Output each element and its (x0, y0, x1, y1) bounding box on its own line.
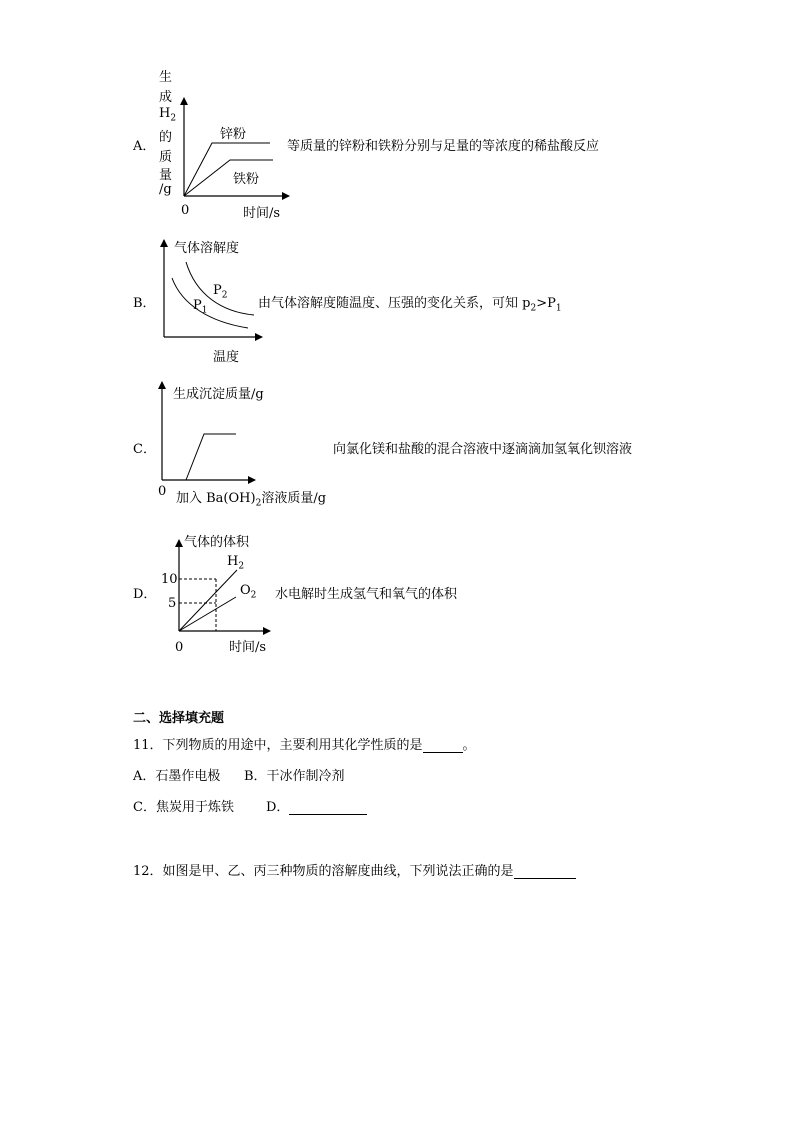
question-11-option-d-blank[interactable] (289, 800, 367, 815)
question-11-option-c: C．焦炭用于炼铁 (133, 800, 234, 815)
section-heading: 二、选择填充题 (133, 711, 225, 726)
chart-b-y-label: 气体溶解度 (174, 241, 240, 256)
chart-a-y-char-5: 质 (159, 150, 173, 165)
option-a-description: 等质量的锌粉和铁粉分别与足量的等浓度的稀盐酸反应 (287, 139, 600, 154)
chart-a-y-char-4: 的 (159, 130, 173, 145)
chart-c-x-label: 加入 $Ba(OH)_2$溶液质量/g (176, 491, 327, 509)
chart-d-h2-label: $H_2$ (227, 554, 245, 572)
chart-d-y-label: 气体的体积 (184, 535, 250, 550)
chart-a-y-char-2: 成 (159, 90, 173, 105)
question-12-blank[interactable] (514, 864, 576, 879)
chart-c-y-label: 生成沉淀质量/g (173, 387, 264, 402)
option-c-label: C． (133, 442, 156, 457)
chart-a-y-char-6: 量 (159, 168, 173, 183)
question-11-stem: 11．下列物质的用途中，主要利用其化学性质的是 。 (133, 738, 476, 753)
chart-a-x-label: 时间/s (243, 206, 281, 221)
chart-d-o2-label: $O_2$ (240, 583, 257, 601)
question-11-option-a: A．石墨作电极 (133, 769, 221, 784)
chart-a-y-char-3: $H_2$ (159, 106, 177, 124)
chart-d-tick-10: 10 (161, 572, 178, 587)
chart-b-p2-label: $P_2$ (213, 283, 228, 301)
question-11-option-d: D． (266, 796, 367, 815)
chart-a-y-char-1: 生 (159, 70, 173, 85)
chart-a-iron-label: 铁粉 (233, 172, 260, 187)
chart-b-p1-label: $P_1$ (193, 298, 208, 316)
chart-d-origin: 0 (175, 640, 184, 655)
chart-d-h2-line (179, 570, 237, 631)
question-11-option-b: B．干冰作制冷剂 (244, 769, 345, 784)
option-d-description: 水电解时生成氢气和氧气的体积 (275, 587, 458, 602)
option-b-label: B． (133, 296, 156, 311)
option-b-description: 由气体溶解度随温度、压强的变化关系，可知 $p_2>P_1$ (258, 296, 562, 314)
option-a-label: A． (133, 139, 156, 154)
chart-a-y-char-7: /g (159, 182, 172, 197)
chart-d-o2-line (179, 597, 236, 631)
chart-c-origin: 0 (158, 484, 167, 499)
question-12-stem: 12．如图是甲、乙、丙三种物质的溶解度曲线，下列说法正确的是 (133, 860, 576, 879)
chart-d-x-label: 时间/s (229, 640, 267, 655)
chart-a-zinc-label: 锌粉 (220, 127, 247, 142)
question-11-blank[interactable] (423, 738, 463, 753)
chart-d-tick-5: 5 (168, 596, 177, 611)
chart-a-origin: 0 (181, 203, 190, 218)
option-c-description: 向氯化镁和盐酸的混合溶液中逐滴滴加氢氧化钡溶液 (333, 442, 633, 457)
chart-b-x-label: 温度 (213, 350, 240, 365)
option-d-label: D． (133, 587, 157, 602)
